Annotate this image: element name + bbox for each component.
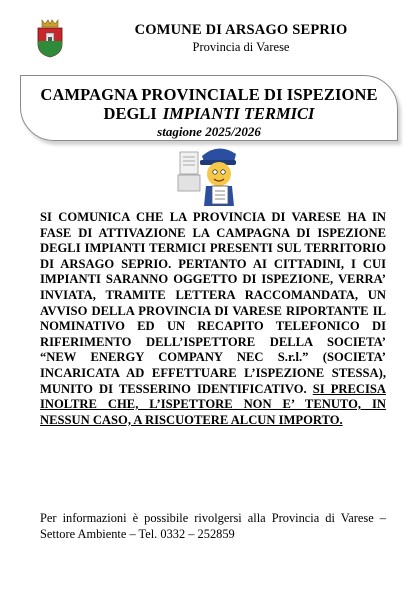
banner-title-line1: CAMPAGNA PROVINCIALE DI ISPEZIONE [40, 85, 378, 104]
no-fee-warning: SI PRECISA INOLTRE CHE, L’ISPETTORE NON E’ TENUTO, IN NESSUN CASO, A RISCUOTERE ALCUN IMPORTO. [40, 381, 387, 427]
inspector-mascot-icon [174, 142, 248, 208]
contact-info: Per informazioni è possibile rivolgersi alla Provincia di Varese – Settore Ambiente – Tel. 0332 – 252859 [40, 511, 386, 541]
campaign-banner [20, 75, 398, 141]
banner-title-prefix: DEGLI [103, 104, 157, 123]
province-name: Provincia di Varese [192, 40, 290, 54]
banner-title-line2 [21, 104, 397, 123]
municipal-crest-icon [36, 18, 64, 58]
announcement-text [40, 210, 386, 428]
banner-title-italic: IMPIANTI TERMICI [162, 104, 315, 123]
banner-season: stagione 2025/2026 [157, 124, 261, 139]
municipality-name: COMUNE DI ARSAGO SEPRIO [134, 22, 348, 38]
announcement-paragraph: SI COMUNICA CHE LA PROVINCIA DI VARESE HA IN FASE DI ATTIVAZIONE LA CAMPAGNA DI ISPEZIONE DEGLI IMPIANTI TERMICI PRESENTI SUL TERRITORIO DI ARSAGO SEPRIO. PERTANTO AI CITTADINI, I CUI IMPIANTI SARANNO OGGETTO DI ISPEZIONE, VERRA’ INVIATA, TRAMITE LETTERA RACCOMANDATA, UN AVVISO DELLA PROVINCIA DI VARESE RIPORTANTE IL NOMINATIVO ED UN RECAPITO TELEFONICO DI RIFERIMENTO DELL’ISPETTORE DELLA SOCIETA’ “NEW ENERGY COMPANY NEC S.r.l.” (SOCIETA’ INCARICATA AD EFFETTUARE L’ISPEZIONE STESSA), MUNITO DI TESSERINO IDENTIFICATIVO. [40, 210, 386, 396]
